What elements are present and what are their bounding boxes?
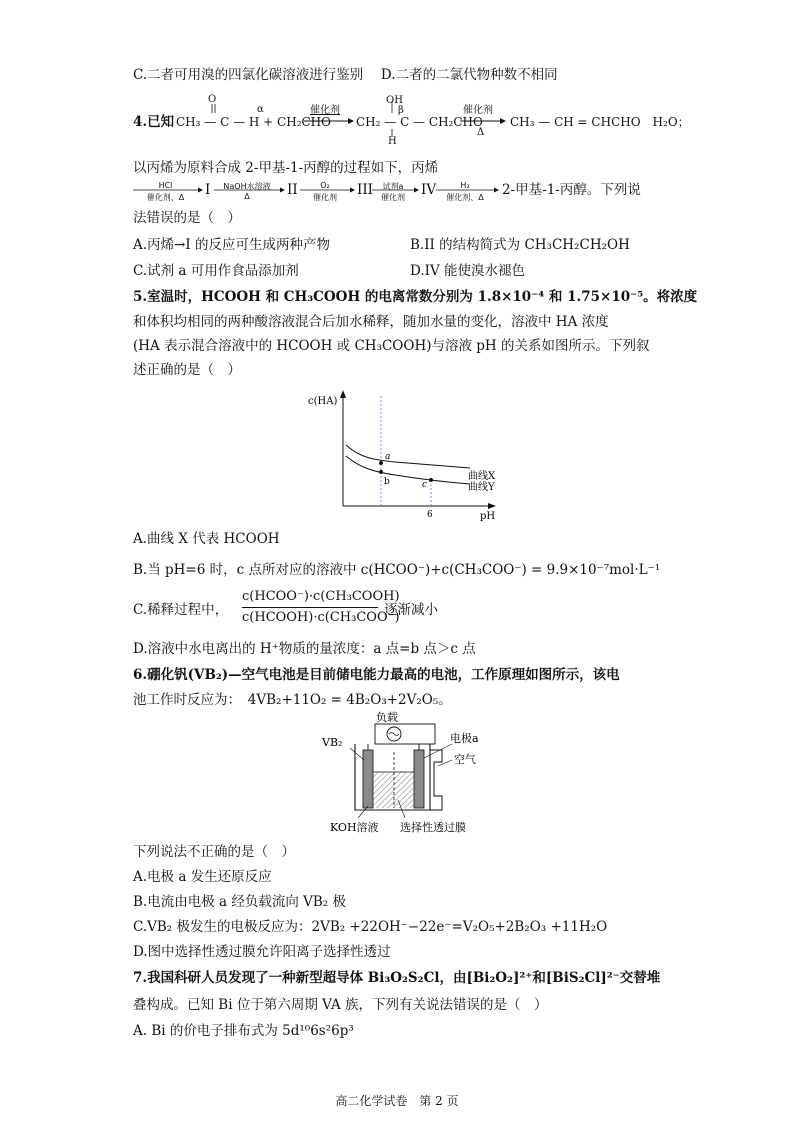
q7-line-2: 叠构成。已知 Bi 位于第六周期 VA 族，下列有关说法错误的是（ ） bbox=[133, 997, 548, 1013]
q4-step1-condition: 催化剂、Δ bbox=[146, 193, 185, 202]
q6-option-c: C.VB₂ 极发生的电极反应为：2VB₂ +22OH⁻−22e⁻=V₂O₅+2B₂O₃ +11H₂O bbox=[133, 919, 608, 935]
q5-option-b: B.当 pH=6 时，c 点所对应的溶液中 c(HCOO⁻)+c(CH₃COO⁻) = 9.9×10⁻⁷mol·L⁻¹ bbox=[133, 562, 661, 578]
q5-option-a: A.曲线 X 代表 HCOOH bbox=[133, 531, 280, 547]
chart-legend-x: 曲线X bbox=[468, 471, 496, 482]
q4-node-5: 2-甲基-1-丙醇。下列说 bbox=[502, 182, 641, 198]
q4-step4-condition: 催化剂 bbox=[381, 193, 405, 202]
q5-option-c-denominator: c(HCOOH)·c(CH₃COO⁻) bbox=[242, 610, 400, 625]
q6-option-d: D.图中选择性透过膜允许阳离子选择性透过 bbox=[133, 944, 391, 960]
q4-stem-end: 法错误的是（ ） bbox=[133, 210, 241, 226]
q5-line-4: 述正确的是（ ） bbox=[133, 362, 241, 378]
q4-node-3: III bbox=[357, 182, 373, 198]
koh-solution bbox=[373, 772, 414, 808]
q4-node-2: II bbox=[287, 182, 298, 198]
chart-point-c bbox=[429, 478, 433, 482]
q4-catalyst-2: 催化剂 bbox=[463, 105, 493, 116]
q4-option-d: D.IV 能使溴水褪色 bbox=[410, 263, 526, 279]
q4-oh-group: OH bbox=[386, 95, 403, 106]
chart-xlabel: pH bbox=[480, 511, 496, 522]
q6-option-a: A.电极 a 发生还原反应 bbox=[133, 869, 272, 885]
q4-intro: 以丙烯为原料合成 2-甲基-1-丙醇的过程如下，丙烯 bbox=[133, 160, 439, 176]
q6-line-2: 池工作时反应为： 4VB₂+11O₂ = 4B₂O₃+2V₂O₅。 bbox=[133, 692, 452, 708]
q4-heat-symbol: Δ bbox=[477, 127, 485, 138]
q5-line-1: 5.室温时，HCOOH 和 CH₃COOH 的电离常数分别为 1.8×10⁻⁴ 和 1.75×10⁻⁵。将浓度 bbox=[133, 289, 698, 305]
q4-reaction-lines bbox=[0, 0, 794, 160]
q4-step2-reagent: NaOH水溶液 bbox=[223, 182, 271, 191]
q4-h-atom: H bbox=[388, 136, 397, 147]
q4-step4-reagent: 试剂a bbox=[382, 182, 404, 191]
q4-step1-reagent: HCl bbox=[158, 181, 173, 190]
q6-line-1: 6.硼化钒(VB₂)—空气电池是目前储电能力最高的电池，工作原理如图所示，该电 bbox=[133, 667, 620, 683]
q6-option-b: B.电流由电极 a 经负载流向 VB₂ 极 bbox=[133, 894, 347, 910]
chart-label-b: b bbox=[384, 477, 390, 487]
q6-battery-diagram bbox=[310, 710, 520, 840]
q4-step5-condition: 催化剂、Δ bbox=[446, 193, 484, 202]
q4-alpha-label: α bbox=[257, 104, 264, 115]
chart-xtick-6: 6 bbox=[427, 510, 433, 520]
load-circuit bbox=[375, 724, 435, 744]
q4-beta-label: β bbox=[398, 105, 404, 116]
q4-step2-condition: Δ bbox=[244, 192, 250, 201]
q5-fraction-bar bbox=[242, 607, 378, 608]
electrode-a bbox=[414, 750, 424, 808]
q5-option-c-prefix: C.稀释过程中， bbox=[133, 602, 229, 618]
chart-legend-y: 曲线Y bbox=[468, 482, 495, 493]
label-membrane: 选择性透过膜 bbox=[400, 821, 466, 834]
chart-label-a: a bbox=[385, 452, 391, 462]
q4-node-4: IV bbox=[421, 182, 437, 198]
q4-step3-reagent: O₂ bbox=[320, 181, 330, 190]
chart-point-a bbox=[379, 461, 383, 465]
q4-step5-reagent: H₂ bbox=[460, 181, 470, 190]
q4-aldol-intermediate: CH₂ — C — CH₂CHO bbox=[356, 115, 483, 129]
vb2-electrode bbox=[363, 750, 373, 808]
air-channel bbox=[430, 750, 442, 810]
chart-ylabel: c(HA) bbox=[308, 396, 338, 407]
label-koh: KOH溶液 bbox=[330, 821, 379, 834]
q7-option-a: A. Bi 的价电子排布式为 5d¹⁰6s²6p³ bbox=[133, 1023, 354, 1039]
chart-series-y bbox=[346, 456, 470, 484]
q5-option-c-suffix: 逐渐减小 bbox=[384, 602, 438, 618]
q4-product: CH₃ — CH = CHCHO H₂O； bbox=[510, 115, 690, 129]
q4-carbonyl-o: O bbox=[208, 94, 217, 105]
q7-line-1: 7.我国科研人员发现了一种新型超导体 Bi₃O₂S₂Cl，由[Bi₂O₂]²⁺和[BiS₂Cl]²⁻交替堆 bbox=[133, 970, 661, 986]
q4-prefix: 4.已知 bbox=[133, 114, 175, 130]
q5-chart bbox=[300, 388, 510, 523]
q4-step3-condition: 催化剂 bbox=[313, 193, 337, 202]
label-vb2: VB₂ bbox=[322, 736, 343, 749]
q4-catalyst-1: 催化剂 bbox=[310, 105, 340, 116]
q6-stem: 下列说法不正确的是（ ） bbox=[133, 844, 295, 860]
q5-line-2: 和体积均相同的两种酸溶液混合后加水稀释，随加水量的变化，溶液中 HA 浓度 bbox=[133, 314, 609, 330]
q5-option-d: D.溶液中水电离出的 H⁺物质的量浓度：a 点=b 点＞c 点 bbox=[133, 641, 476, 657]
label-load: 负载 bbox=[376, 711, 398, 724]
q5-line-3: (HA 表示混合溶液中的 HCOOH 或 CH₃COOH)与溶液 pH 的关系如图所示。下列叙 bbox=[133, 338, 650, 354]
chart-series-x bbox=[346, 445, 470, 468]
page-footer: 高二化学试卷 第 2 页 bbox=[335, 1094, 459, 1108]
q4-option-b: B.II 的结构简式为 CH₃CH₂CH₂OH bbox=[410, 237, 630, 253]
label-air: 空气 bbox=[454, 753, 476, 766]
q3-options-cd: C.二者可用溴的四氯化碳溶液进行鉴别 D.二者的二氯代物种数不相同 bbox=[133, 67, 558, 83]
chart-point-b bbox=[379, 470, 383, 474]
q4-option-a: A.丙烯→I 的反应可生成两种产物 bbox=[133, 237, 330, 253]
label-electrode-a: 电极a bbox=[450, 732, 479, 745]
q4-reactants: CH₃ — C — H + CH₂CHO bbox=[176, 115, 331, 129]
q4-node-1: I bbox=[205, 182, 211, 198]
chart-label-c: c bbox=[422, 480, 428, 490]
q4-option-c: C.试剂 a 可用作食品添加剂 bbox=[133, 263, 299, 279]
q5-option-c-numerator: c(HCOO⁻)·c(CH₃COOH) bbox=[242, 589, 400, 604]
